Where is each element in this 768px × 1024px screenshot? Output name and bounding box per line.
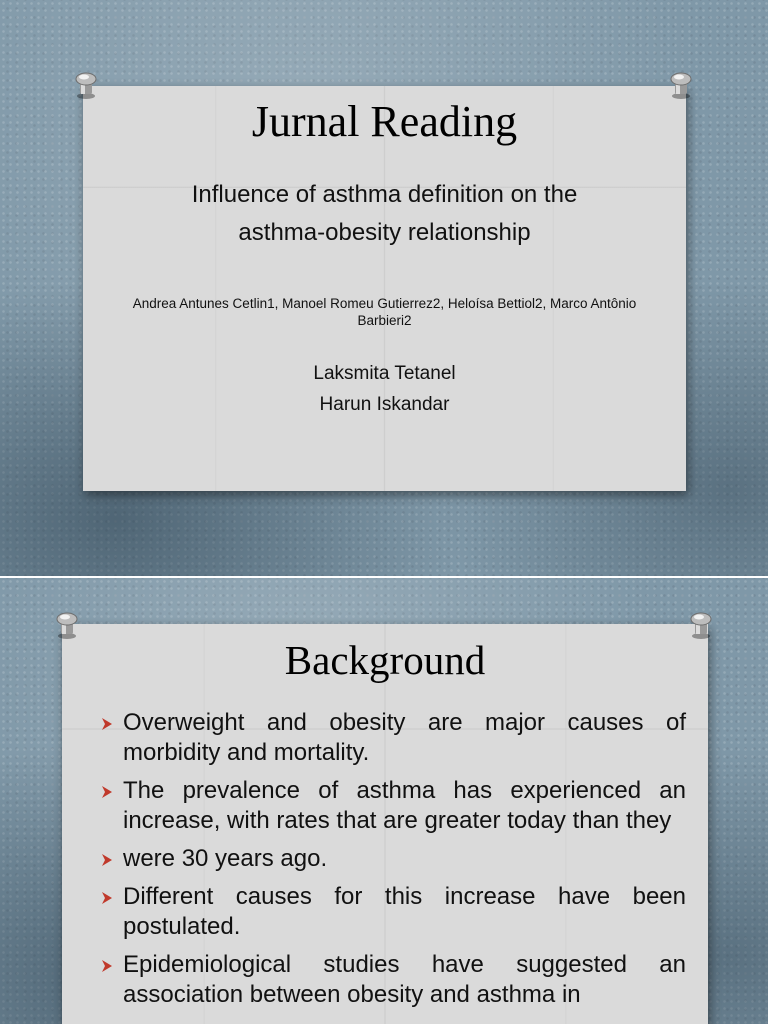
bullet-text: Overweight and obesity are major causes of morbidity and mortality. <box>123 709 686 766</box>
presenter-name: Laksmita Tetanel <box>313 363 456 384</box>
author-line: Andrea Antunes Cetlin1, Manoel Romeu Gutierrez2, Heloísa Bettiol2, Marco Antônio <box>132 296 637 311</box>
content-card <box>62 624 708 1024</box>
arrow-bullet-icon <box>100 959 114 973</box>
pushpin-icon <box>668 70 694 100</box>
title-card <box>83 86 686 491</box>
list-item <box>100 882 686 942</box>
bullet-text: The prevalence of asthma has experienced an increase, with rates that are greater today than they <box>123 777 686 834</box>
slide-background <box>0 578 768 1024</box>
paper-title-line: asthma-obesity relationship <box>238 219 531 246</box>
author-list <box>99 295 670 329</box>
arrow-bullet-icon <box>100 717 114 731</box>
bullet-text: Epidemiological studies have suggested an association between obesity and asthma in <box>123 951 686 1008</box>
slide-title-heading: Jurnal Reading <box>251 97 518 146</box>
list-item <box>100 844 686 874</box>
list-item <box>100 708 686 768</box>
bullet-text: were 30 years ago. <box>123 845 328 872</box>
arrow-bullet-icon <box>100 785 114 799</box>
list-item <box>100 776 686 836</box>
arrow-bullet-icon <box>100 891 114 905</box>
author-line: Barbieri2 <box>357 313 412 328</box>
pushpin-icon <box>73 70 99 100</box>
pushpin-icon <box>688 610 714 640</box>
arrow-bullet-icon <box>100 853 114 867</box>
list-item <box>100 950 686 1010</box>
bullet-text: Different causes for this increase have been postulated. <box>123 883 686 940</box>
presenter-name: Harun Iskandar <box>319 394 450 415</box>
slide-title-heading: Background <box>284 637 486 683</box>
pushpin-icon <box>54 610 80 640</box>
presenter-list <box>83 358 686 420</box>
paper-title-line: Influence of asthma definition on the <box>191 181 578 208</box>
bullet-list <box>100 708 686 1018</box>
paper-title <box>123 176 646 252</box>
